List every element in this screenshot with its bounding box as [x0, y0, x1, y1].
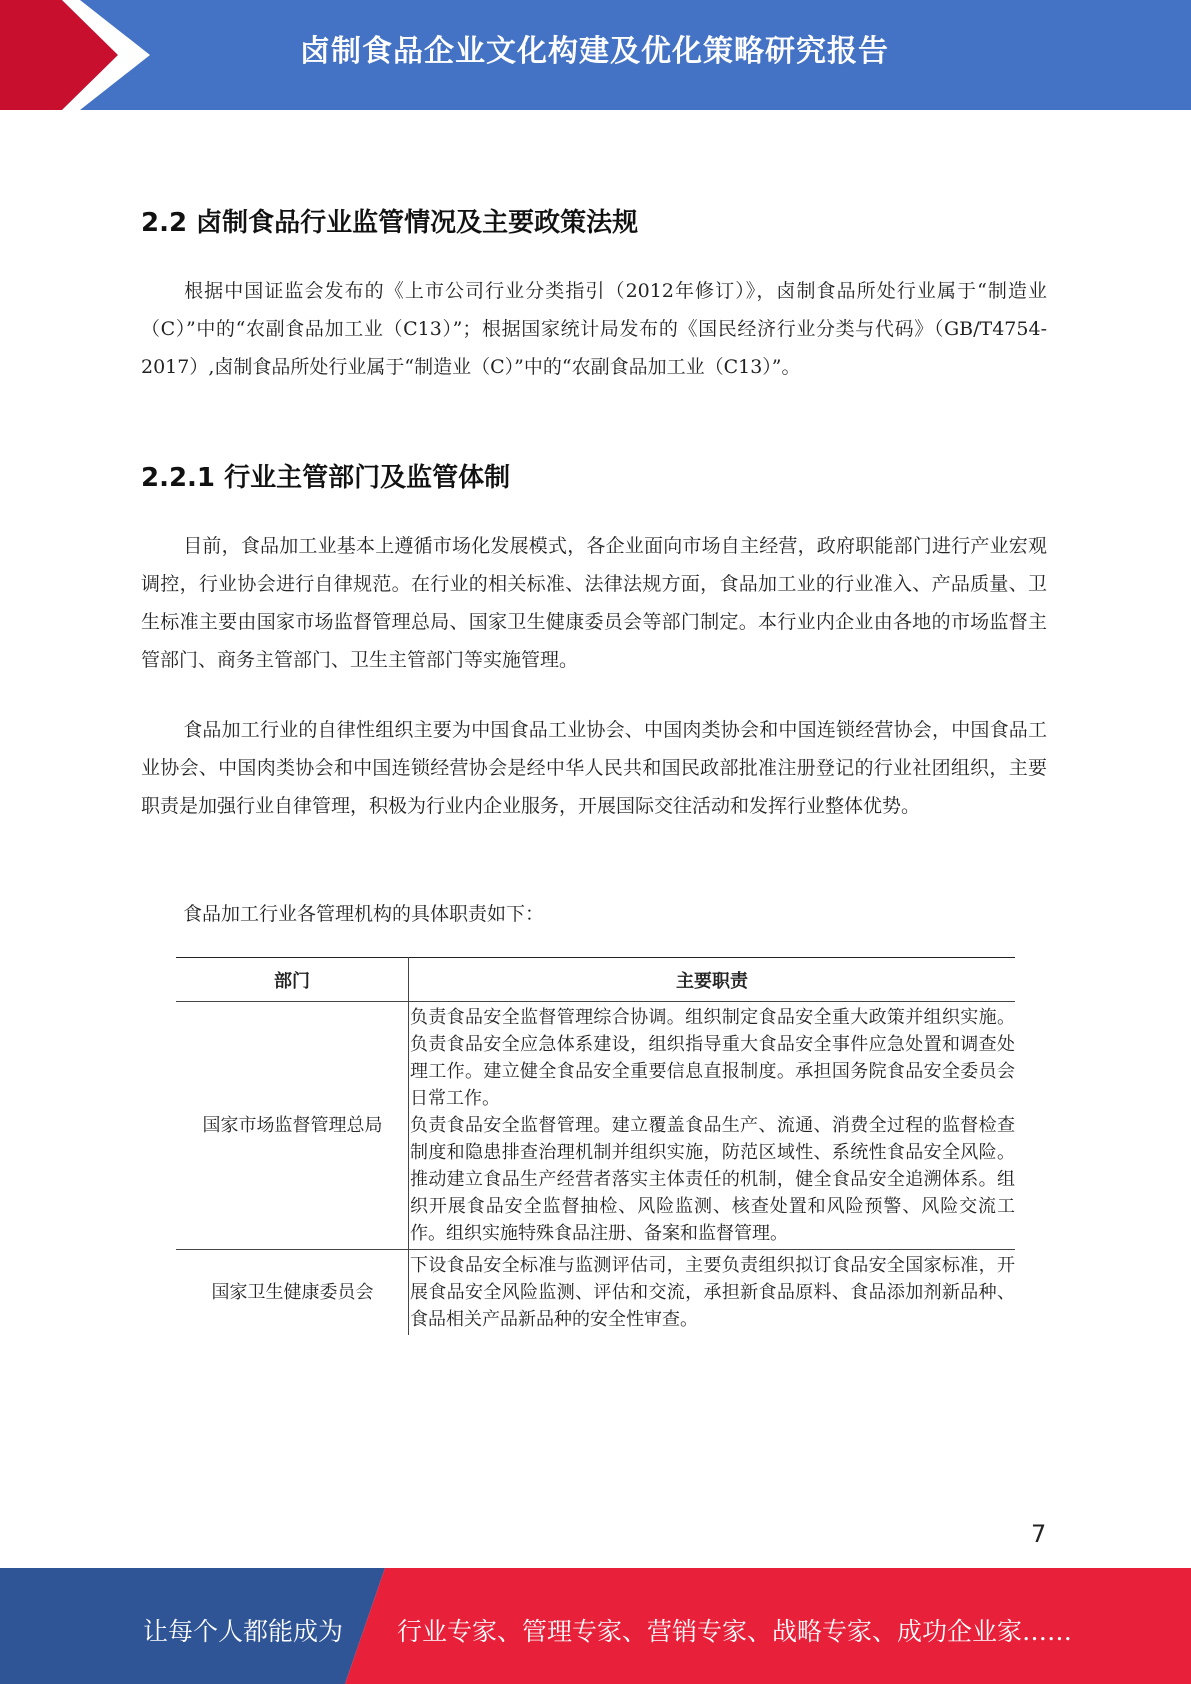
- department-cell: 国家卫生健康委员会: [176, 1250, 409, 1336]
- table-intro: [141, 895, 1047, 933]
- duty-text: 负责食品安全监督管理综合协调。组织制定食品安全重大政策并组织实施。负责食品安全应急体系建设，组织指导重大食品安全事件应急处置和调查处理工作。建立健全食品安全重要信息直报制度。承担国务院食品安全委员会日常工作。: [410, 1007, 1015, 1109]
- paragraph-2-text: 食品加工行业的自律性组织主要为中国食品工业协会、中国肉类协会和中国连锁经营协会，中国食品工业协会、中国肉类协会和中国连锁经营协会是经中华人民共和国民政部批准注册登记的行业社团组织，主要职责是加强行业自律管理，积极为行业内企业服务，开展国际交往活动和发挥行业整体优势。: [141, 719, 1047, 817]
- header-arrow-graphic: [0, 0, 150, 110]
- section-2-2-paragraph-text: 根据中国证监会发布的《上市公司行业分类指引（2012年修订）》，卤制食品所处行业属于“制造业（C）”中的“农副食品加工业（C13）”；根据国家统计局发布的《国民经济行业分类与代码》（GB/T4754-2017）,卤制食品所处行业属于“制造业（C）”中的“农副食品加工业（C13）”。: [141, 280, 1047, 378]
- section-2-2-paragraph: [141, 272, 1047, 386]
- section-heading-2-2-1: 2.2.1 行业主管部门及监管体制: [141, 463, 511, 493]
- table-header-row: [176, 958, 1015, 1002]
- section-heading-2-2: 2.2 卤制食品行业监管情况及主要政策法规: [141, 208, 639, 238]
- table-header-department: 部门: [176, 958, 409, 1002]
- footer-slogan-right: 行业专家、管理专家、营销专家、战略专家、成功企业家……: [397, 1617, 1073, 1646]
- page-number: 7: [1031, 1520, 1047, 1548]
- agency-duties-table: [176, 957, 1015, 1335]
- table-row: [176, 1250, 1015, 1336]
- table-row: [176, 1002, 1015, 1250]
- footer-slogan-left: 让每个人都能成为: [143, 1617, 344, 1646]
- table-intro-text: 食品加工行业各管理机构的具体职责如下：: [183, 903, 545, 925]
- duty-text: 负责食品安全监督管理。建立覆盖食品生产、流通、消费全过程的监督检查制度和隐患排查治理机制并组织实施，防范区域性、系统性食品安全风险。推动建立食品生产经营者落实主体责任的机制，健全食品安全追溯体系。组织开展食品安全监督抽检、风险监测、核查处置和风险预警、风险交流工作。组织实施特殊食品注册、备案和监督管理。: [410, 1115, 1015, 1244]
- duties-cell: [409, 1250, 1016, 1336]
- footer-banner: [0, 1568, 1191, 1684]
- duties-cell: [409, 1002, 1016, 1250]
- header-banner: [0, 0, 1191, 110]
- section-2-2-1-paragraph-2: [141, 711, 1047, 825]
- duty-text: 下设食品安全标准与监测评估司，主要负责组织拟订食品安全国家标准，开展食品安全风险监测、评估和交流，承担新食品原料、食品添加剂新品种、食品相关产品新品种的安全性审查。: [410, 1255, 1015, 1330]
- department-cell: 国家市场监督管理总局: [176, 1002, 409, 1250]
- paragraph-1-text: 目前，食品加工业基本上遵循市场化发展模式，各企业面向市场自主经营，政府职能部门进行产业宏观调控，行业协会进行自律规范。在行业的相关标准、法律法规方面，食品加工业的行业准入、产品质量、卫生标准主要由国家市场监督管理总局、国家卫生健康委员会等部门制定。本行业内企业由各地的市场监督主管部门、商务主管部门、卫生主管部门等实施管理。: [141, 535, 1047, 671]
- report-title: 卤制食品企业文化构建及优化策略研究报告: [300, 34, 889, 69]
- table-header-duties: 主要职责: [409, 958, 1016, 1002]
- section-2-2-1-paragraph-1: [141, 527, 1047, 679]
